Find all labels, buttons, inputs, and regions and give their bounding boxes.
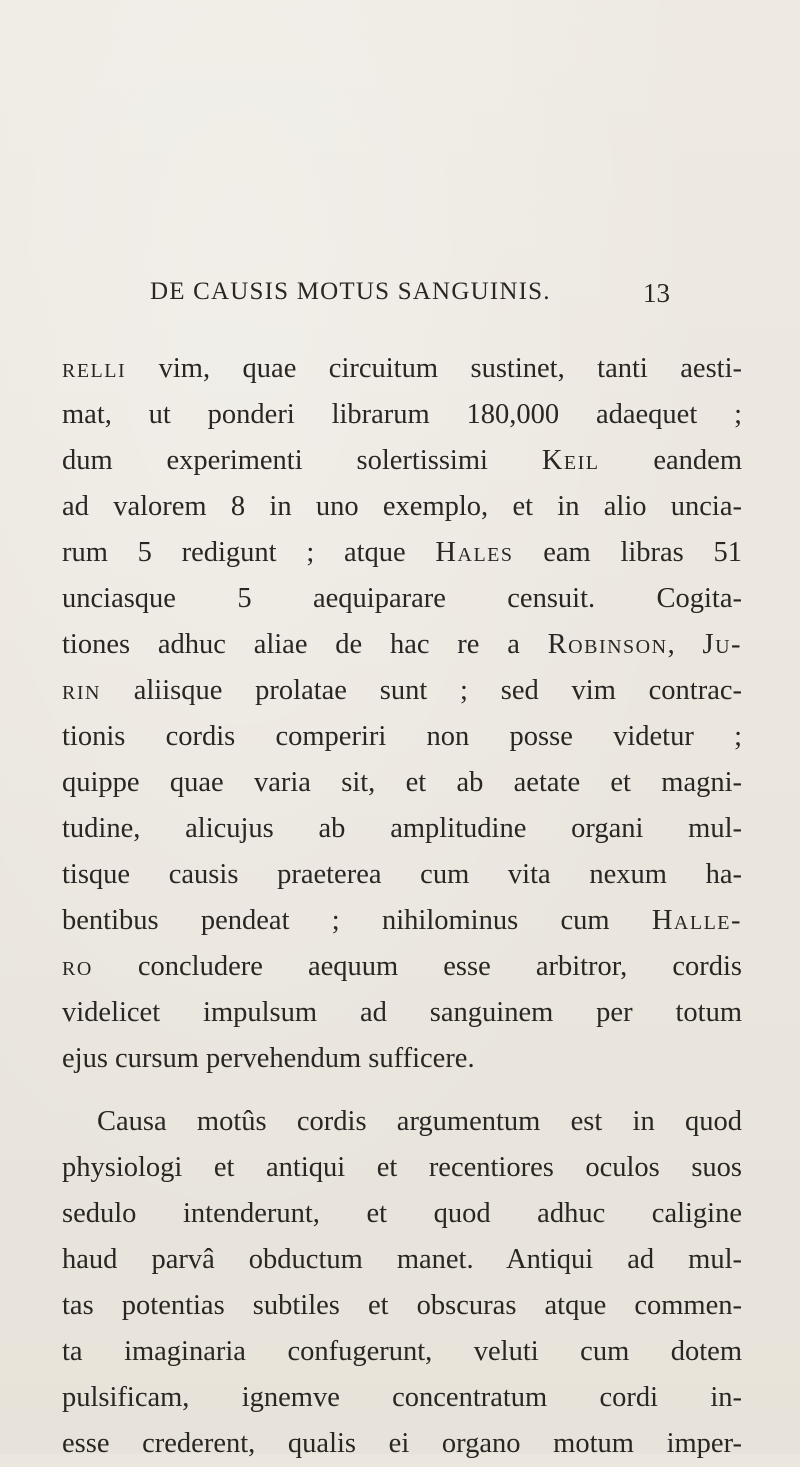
text-run: ta imaginaria confugerunt, veluti cum dotem bbox=[62, 1336, 742, 1367]
text-line bbox=[62, 1036, 742, 1082]
paragraph-1 bbox=[62, 346, 742, 1082]
small-caps-name: Robinson bbox=[547, 629, 668, 660]
text-run: pulsificam, ignemve concentratum cordi in- bbox=[62, 1382, 742, 1413]
text-run: quippe quae varia sit, et ab aetate et magni- bbox=[62, 767, 742, 798]
text-run: eandem bbox=[599, 445, 742, 476]
text-run: ejus cursum pervehendum sufficere. bbox=[62, 1043, 475, 1074]
small-caps-name: Hales bbox=[435, 537, 514, 568]
paragraph-2 bbox=[62, 1099, 742, 1467]
text-run: tudine, alicujus ab amplitudine organi mul- bbox=[62, 813, 742, 844]
small-caps-name: rin bbox=[62, 675, 101, 706]
text-line bbox=[62, 346, 742, 392]
text-line bbox=[62, 760, 742, 806]
text-run: dum experimenti solertissimi bbox=[62, 445, 542, 476]
small-caps-name: relli bbox=[62, 353, 127, 384]
running-head bbox=[150, 278, 670, 318]
text-run: bentibus pendeat ; nihilominus cum bbox=[62, 905, 652, 936]
text-line bbox=[62, 392, 742, 438]
text-run: concludere aequum esse arbitror, cordis bbox=[92, 951, 742, 982]
text-line bbox=[62, 1329, 742, 1375]
text-run: tiones adhuc aliae de hac re a bbox=[62, 629, 548, 660]
text-run: physiologi et antiqui et recentiores oculos suos bbox=[62, 1152, 742, 1183]
text-run: Causa motûs cordis argumentum est in quod bbox=[97, 1106, 742, 1137]
text-line bbox=[62, 1421, 742, 1467]
text-run: unciasque 5 aequiparare censuit. Cogita- bbox=[62, 583, 742, 614]
text-run: esse crederent, qualis ei organo motum imper- bbox=[62, 1428, 742, 1459]
text-line bbox=[62, 944, 742, 990]
text-line bbox=[62, 1237, 742, 1283]
running-title: DE CAUSIS MOTUS SANGUINIS. bbox=[150, 278, 551, 305]
text-line bbox=[62, 806, 742, 852]
text-line bbox=[62, 1191, 742, 1237]
text-line bbox=[62, 438, 742, 484]
text-line bbox=[62, 1099, 742, 1145]
text-run: sedulo intenderunt, et quod adhuc caligine bbox=[62, 1198, 742, 1229]
text-line bbox=[62, 530, 742, 576]
text-line bbox=[62, 1375, 742, 1421]
text-run: tionis cordis comperiri non posse videtur ; bbox=[62, 721, 742, 752]
text-line bbox=[62, 1283, 742, 1329]
text-run: ad valorem 8 in uno exemplo, et in alio uncia- bbox=[62, 491, 742, 522]
page-number: 13 bbox=[643, 278, 670, 308]
small-caps-name: Keil bbox=[541, 445, 600, 476]
text-run: vim, quae circuitum sustinet, tanti aesti- bbox=[126, 353, 742, 384]
text-run: tas potentias subtiles et obscuras atque commen- bbox=[62, 1290, 742, 1321]
text-line bbox=[62, 1145, 742, 1191]
text-line bbox=[62, 576, 742, 622]
text-line bbox=[62, 990, 742, 1036]
text-run: rum 5 redigunt ; atque bbox=[62, 537, 436, 568]
small-caps-name: Halle- bbox=[651, 905, 742, 936]
text-run: aliisque prolatae sunt ; sed vim contrac- bbox=[100, 675, 742, 706]
text-line bbox=[62, 714, 742, 760]
small-caps-name: Ju- bbox=[702, 629, 743, 660]
text-line bbox=[62, 622, 742, 668]
text-line bbox=[62, 668, 742, 714]
text-line bbox=[62, 484, 742, 530]
text-run: tisque causis praeterea cum vita nexum ha- bbox=[62, 859, 742, 890]
text-run: haud parvâ obductum manet. Antiqui ad mul- bbox=[62, 1244, 742, 1275]
text-run: eam libras 51 bbox=[513, 537, 742, 568]
text-run: mat, ut ponderi librarum 180,000 adaequet ; bbox=[62, 399, 742, 430]
text-run: videlicet impulsum ad sanguinem per totum bbox=[62, 997, 742, 1028]
small-caps-name: ro bbox=[62, 951, 93, 982]
text-run: , bbox=[667, 629, 703, 660]
text-line bbox=[62, 852, 742, 898]
text-line bbox=[62, 898, 742, 944]
